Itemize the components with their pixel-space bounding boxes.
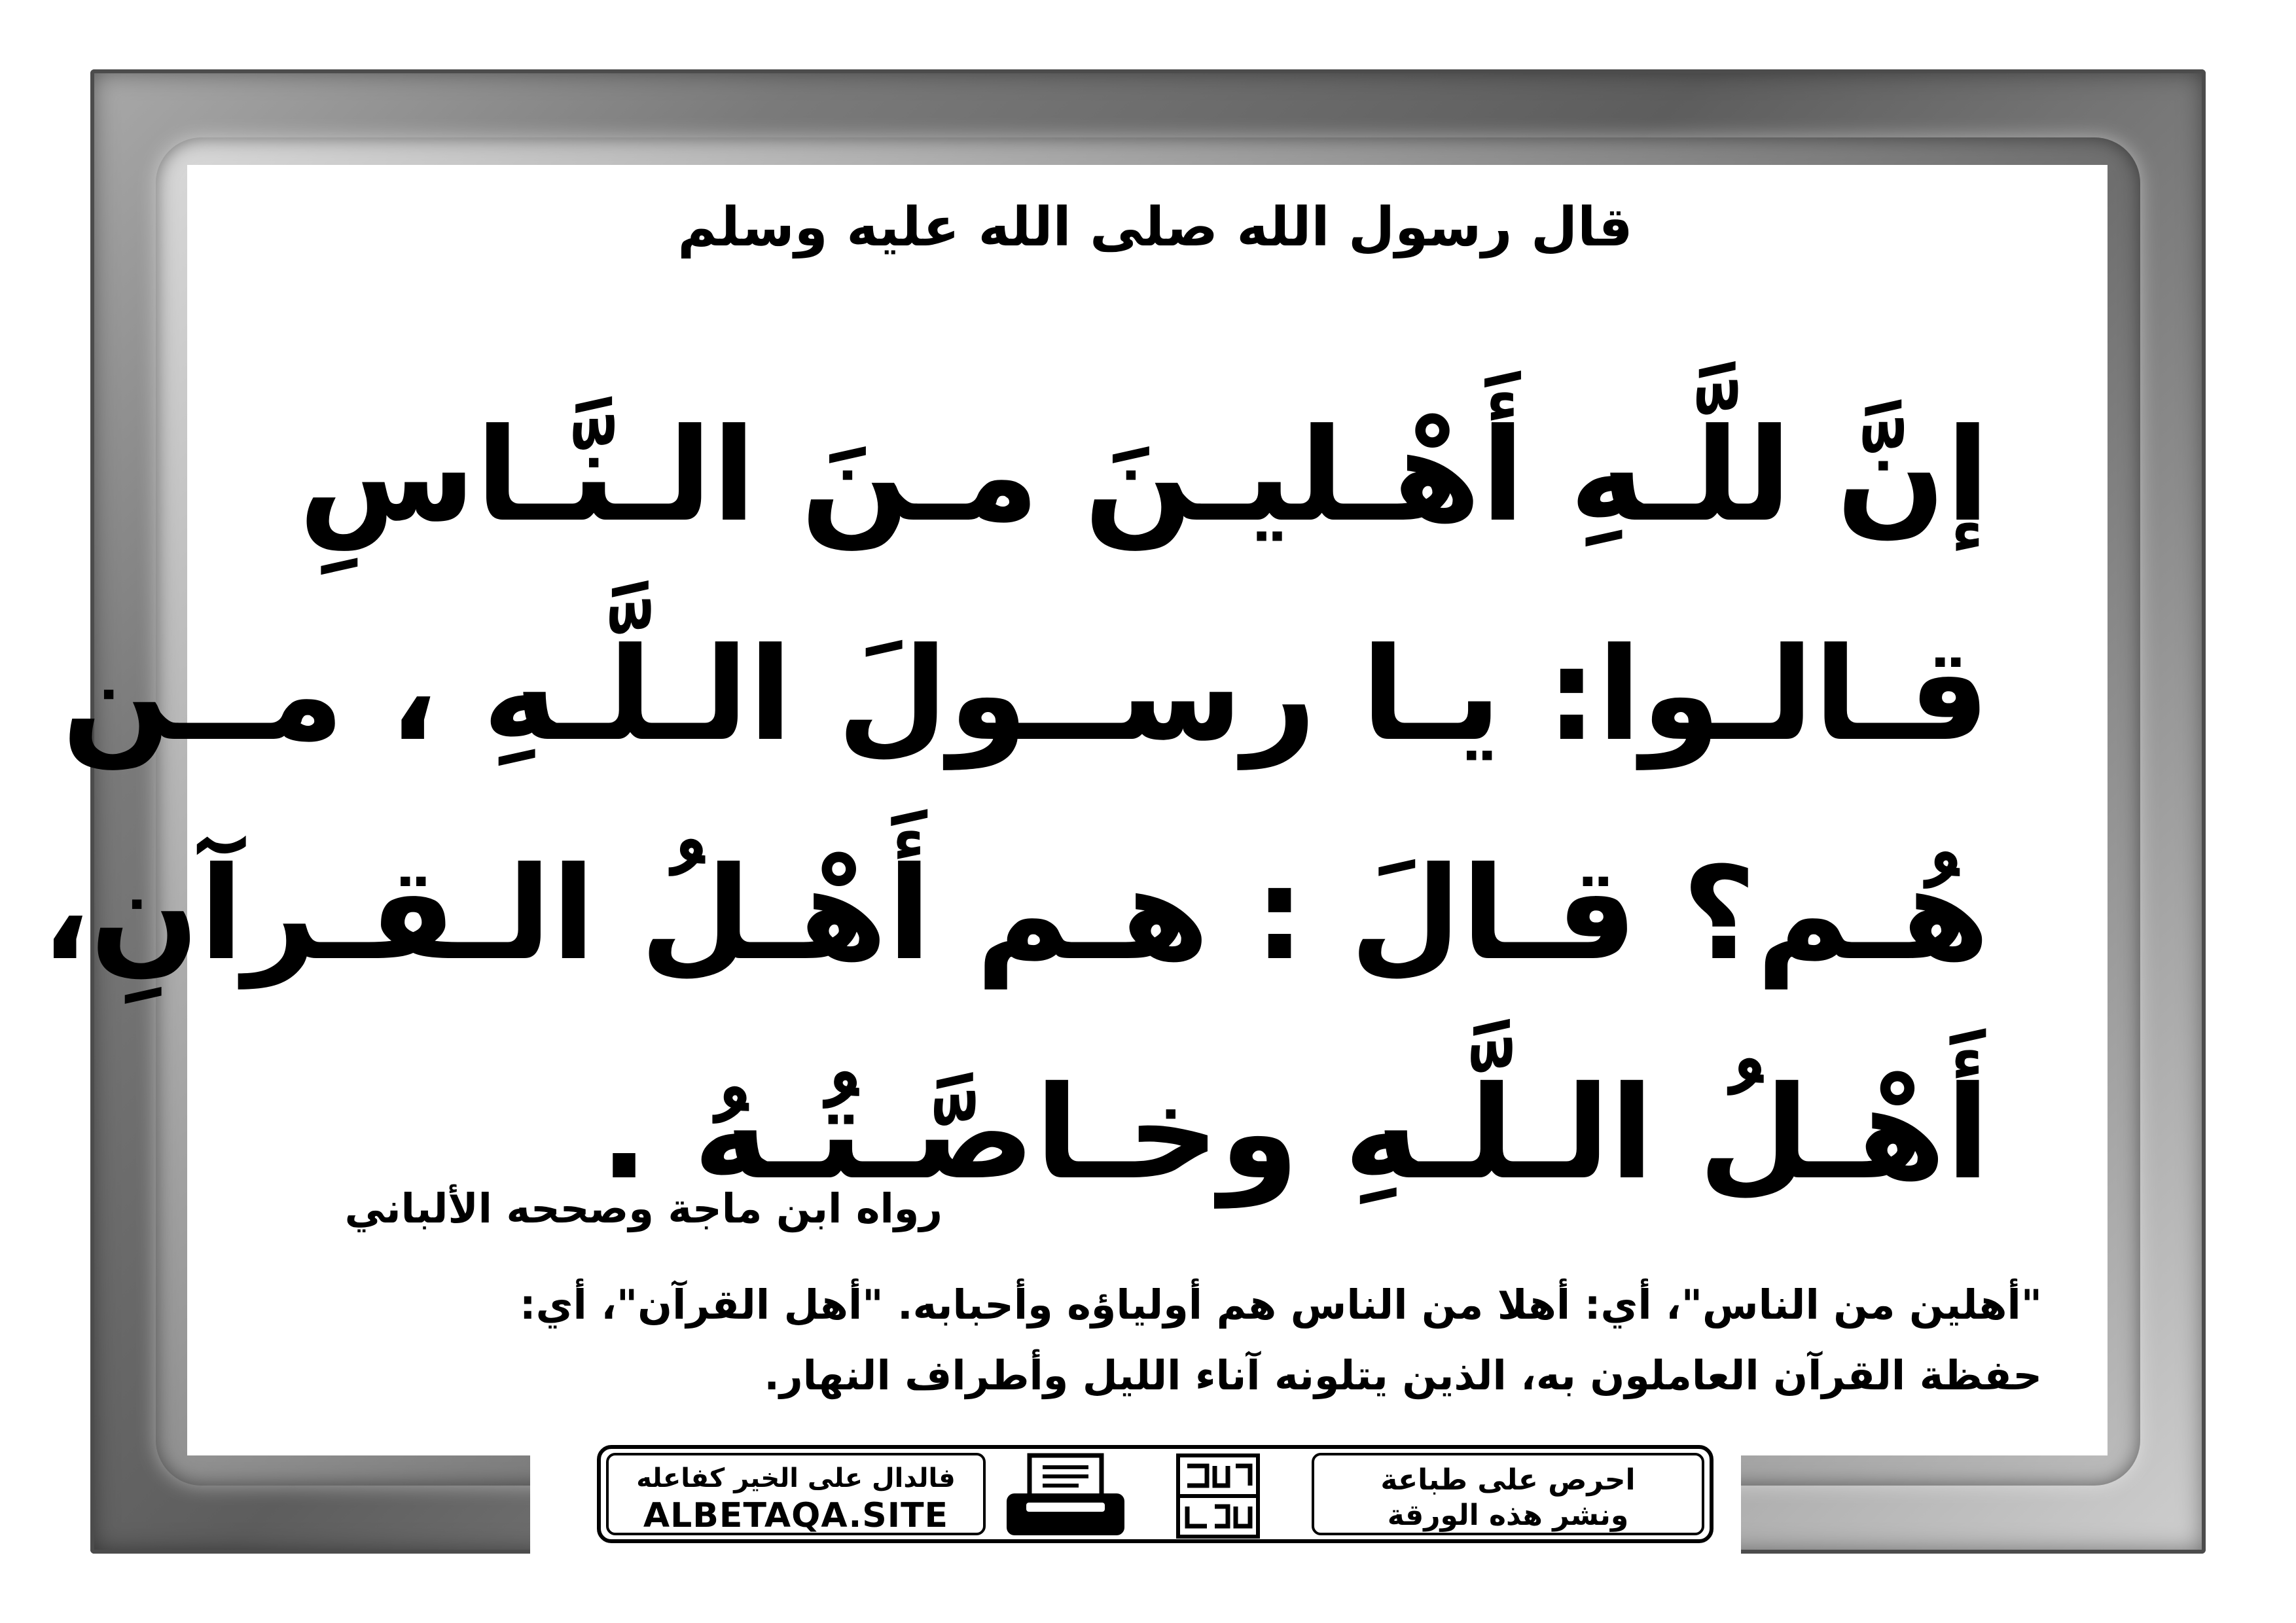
printer-icon (1000, 1452, 1131, 1543)
footer-notice-line: احرص على طباعة (1380, 1463, 1636, 1497)
hadith-line: قـالـوا: يـا رســولَ الـلَّـهِ ، مــن (62, 620, 1990, 770)
hadith-text (41, 366, 1990, 1243)
dawa-logo (1175, 1453, 1261, 1539)
hadith-source: رواه ابن ماجة وصححه الألباني (344, 1185, 942, 1232)
explanation-text (367, 1270, 2042, 1411)
intro-heading: قال رسول الله صلى الله عليه وسلم (677, 196, 1633, 259)
explanation-line: "أهلين من الناس"، أي: أهلا من الناس هم أولياؤه وأحبابه. "أهل القرآن"، أي: (519, 1281, 2042, 1329)
footer-bar (597, 1445, 1713, 1543)
hadith-line: أَهْـلُ الـلَّـهِ وخـاصَّـتُـهُ . (600, 1059, 1990, 1208)
hadith-line: إنَّ للَّـهِ أَهْـليـنَ مـنَ الـنَّـاسِ (298, 401, 1990, 550)
footer-slogan: فالدال على الخير كفاعله (636, 1463, 956, 1493)
footer-site-link[interactable]: ALBETAQA.SITE (643, 1496, 949, 1535)
explanation-line: حفظة القرآن العاملون به، الذين يتلونه آناء الليل وأطراف النهار. (764, 1351, 2042, 1399)
footer-notice-line: ونشر هذه الورقة (1387, 1499, 1629, 1532)
footer-site-box[interactable] (606, 1453, 986, 1535)
dawa-logo-icon (1175, 1453, 1261, 1539)
hadith-line: هُـم؟ قـالَ : هـم أَهْـلُ الـقـرآنِ، (41, 840, 1990, 989)
footer-print-notice (1312, 1453, 1704, 1535)
